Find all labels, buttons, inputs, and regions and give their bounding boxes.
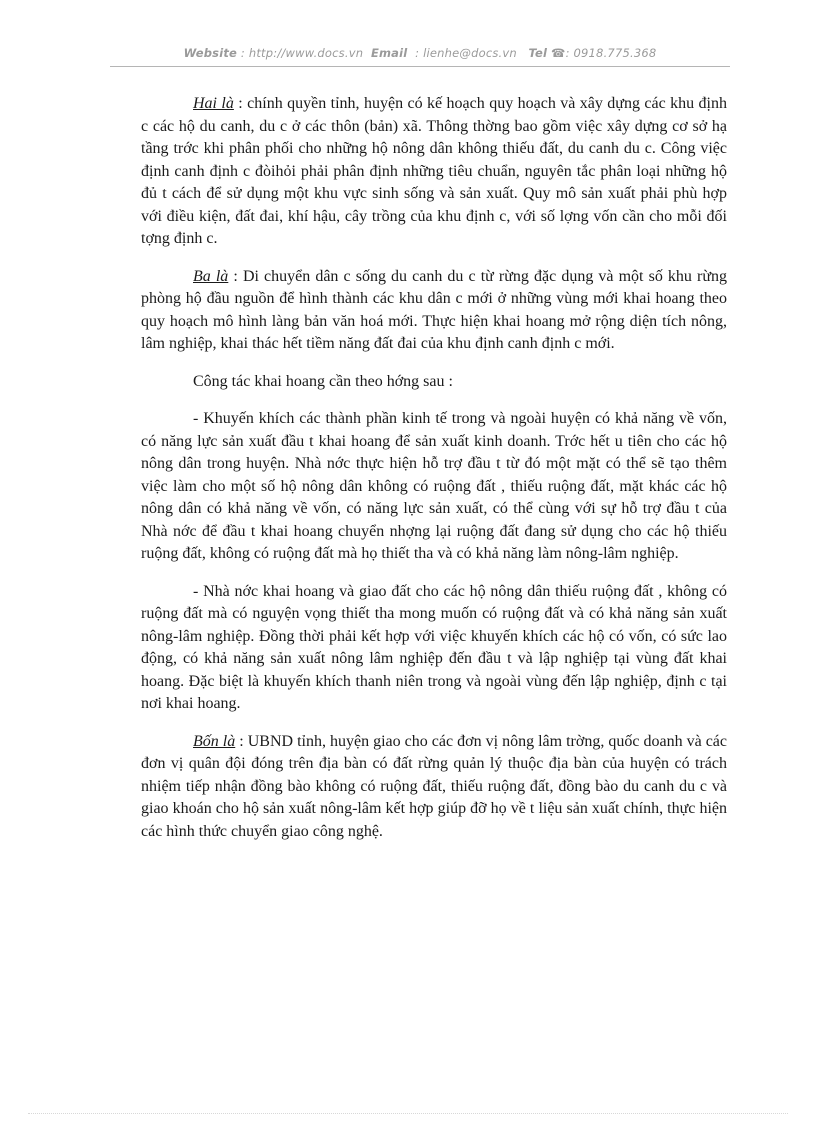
paragraph-bullet-1 bbox=[141, 408, 727, 566]
website-label: Website bbox=[183, 46, 238, 60]
website-value: : http://www.docs.vn bbox=[240, 46, 364, 60]
paragraph-bon-la bbox=[141, 731, 727, 844]
tel-value: : 0918.775.368 bbox=[565, 46, 657, 60]
paragraph-hai-la bbox=[141, 93, 727, 251]
paragraph-text: - Khuyến khích các thành phần kinh tế trong và ngoài huyện có khả năng về vốn, có năng lực sản xuất đầu t khai hoang để sản xuất kinh doanh. Trớc hết u tiên cho các hộ nông dân trong huyện. Nhà nớc thực hiện hỗ trợ đầu t từ đó một mặt có thể sẽ tạo thêm việc làm cho một số hộ nông dân không có ruộng đất , thiếu ruộng đất, mặt khác các hộ nông dân có khả năng về vốn, có năng lực sản xuất, có thể cùng với sự hỗ trợ đầu t của Nhà nớc để đầu t khai hoang chuyển nhợng lại ruộng đất đang sử dụng cho các hộ thiếu ruộng đất, không có ruộng đất mà họ thiết tha và có khả năng làm nông-lâm nghiệp. bbox=[141, 410, 727, 562]
tel-label: Tel bbox=[528, 46, 548, 60]
paragraph-bullet-2 bbox=[141, 581, 727, 716]
paragraph-text: : chính quyền tỉnh, huyện có kế hoạch quy hoạch và xây dựng các khu định c các hộ du canh, du c ở các thôn (bản) xã. Thông thờng bao gồm việc xây dựng cơ sở hạ tầng trớc khi phân phối cho những hộ nông dân không thiếu đất, du canh du c. Công việc định canh định c đòihỏi phải phân định những tiêu chuẩn, nguyên tắc phân loại những hộ đủ t cách để sử dụng một khu vực sinh sống và sản xuất. Quy mô sản xuất phải phù hợp với điều kiện, đất đai, khí hậu, cây trồng của khu định c, với số lợng vốn cần cho mỗi đối tợng định c. bbox=[141, 95, 727, 247]
header-divider bbox=[110, 66, 730, 67]
paragraph-text: Công tác khai hoang cần theo hớng sau : bbox=[193, 372, 453, 390]
paragraph-text: - Nhà nớc khai hoang và giao đất cho các hộ nông dân thiếu ruộng đất , không có ruộng đất mà có nguyện vọng thiết tha mong muốn có ruộng đất và có khả năng sản xuất nông-lâm nghiệp. Đồng thời phải kết hợp với việc khuyến khích các hộ có vốn, có sức lao động, có khả năng sản xuất nông lâm nghiệp đến đầu t và lập nghiệp tại vùng đất khai hoang. Đặc biệt là khuyến khích thanh niên trong và ngoài vùng đến lập nghiệp, định c tại nơi khai hoang. bbox=[141, 582, 727, 712]
paragraph-lead: Ba là bbox=[193, 267, 229, 285]
paragraph-lead: Hai là bbox=[193, 95, 234, 112]
page-bottom-divider bbox=[28, 1113, 788, 1114]
paragraph-ba-la bbox=[141, 266, 727, 356]
paragraph-lead: Bốn là bbox=[193, 732, 236, 750]
paragraph-text: : Di chuyển dân c sống du canh du c từ rừng đặc dụng và một số khu rừng phòng hộ đầu nguồn để hình thành các khu dân c mới ở những vùng mới khai hoang theo quy hoạch mô hình làng bản văn hoá mới. Thực hiện khai hoang mở rộng diện tích nông, lâm nghiệp, khai thác hết tiềm năng đất đai của khu định canh định c mới. bbox=[141, 267, 728, 352]
page-header bbox=[110, 46, 730, 60]
paragraph-intro bbox=[141, 371, 727, 394]
email-value: : lienhe@docs.vn bbox=[415, 46, 517, 60]
email-label: Email bbox=[370, 46, 408, 60]
document-body bbox=[141, 93, 727, 858]
phone-icon: ☎ bbox=[551, 46, 566, 60]
paragraph-text: : UBND tỉnh, huyện giao cho các đơn vị nông lâm trờng, quốc doanh và các đơn vị quân đội đóng trên địa bàn có đất rừng quản lý thuộc địa bàn của huyện có trách nhiệm tiếp nhận đồng bào không có ruộng đất, thiếu ruộng đất, đồng bào du canh du c và giao khoán cho hộ sản xuất nông-lâm kết hợp giúp đỡ họ về t liệu sản xuất chính, thực hiện các hình thức chuyển giao công nghệ. bbox=[141, 732, 728, 840]
